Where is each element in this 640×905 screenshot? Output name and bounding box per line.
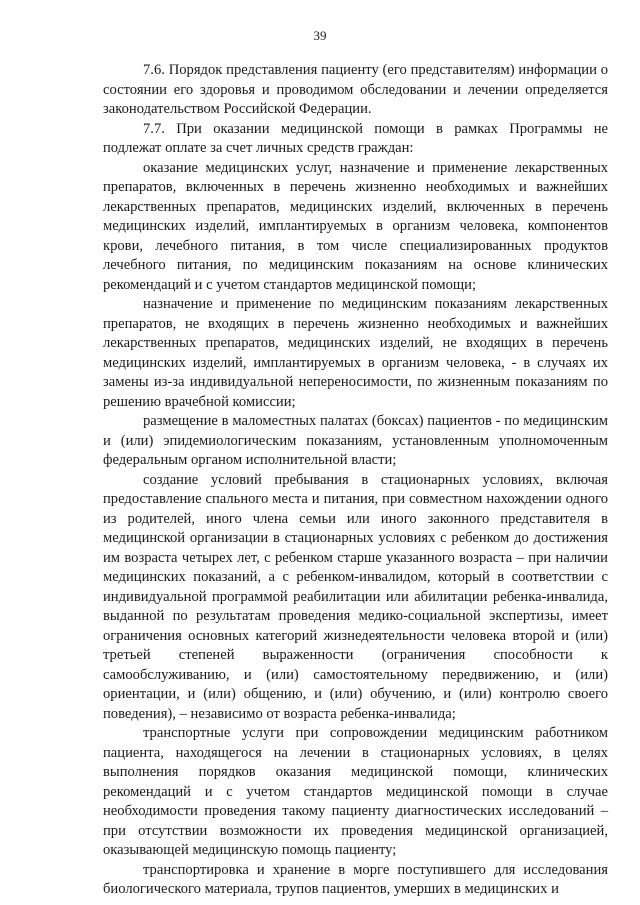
list-item-medical-services: оказание медицинских услуг, назначение и применение лекарственных препаратов, включенных в перечень жизненно необходимых и важнейших лекарственных препаратов, медицинских изделий, включенных в перечень медицинских изделий, имплантируемых в организм человека, компонентов крови, лечебного питания, в том числе специализированных продуктов лечебного питания, по медицинским показаниям на основе клинических рекомендаций и с учетом стандартов медицинской помощи; [103, 159, 608, 293]
page-number: 39 [313, 28, 327, 43]
paragraph-7-7: 7.7. При оказании медицинской помощи в рамках Программы не подлежат оплате за счет личных средств граждан: [103, 120, 608, 156]
list-item-parent-stay: создание условий пребывания в стационарных условиях, включая предоставление спального места и питания, при совместном нахождении одного из родителей, иного члена семьи или иного законного представителя в медицинской организации в стационарных условиях с ребенком до достижения им возраста четырех лет, с ребенком старше указанного возраста – при наличии медицинских показаний, а с ребенком-инвалидом, который в соответствии с индивидуальной программой реабилитации или абилитации ребенка-инвалида, выданной по результатам проведения медико-социальной экспертизы, имеет ограничения основных категорий жизнедеятельности человека второй и (или) третьей степеней выраженности (ограничения способности к самообслуживанию, и (или) самостоятельному передвижению, и (или) ориентации, и (или) общению, и (или) обучению, и (или) контролю своего поведения), – независимо от возраста ребенка-инвалида; [103, 471, 608, 722]
list-item-transport-services: транспортные услуги при сопровождении медицинским работником пациента, находящегося на лечении в стационарных условиях, в целях выполнения порядков оказания медицинской помощи, клинических рекомендаций и с учетом стандартов медицинской помощи в случае необходимости проведения такому пациенту диагностических исследований – при отсутствии возможности их проведения медицинской организацией, оказывающей медицинскую помощь пациенту; [103, 725, 608, 858]
body-text [103, 61, 608, 900]
list-item-morgue-storage: транспортировка и хранение в морге поступившего для исследования биологического материала, трупов пациентов, умерших в медицинских и [103, 861, 608, 897]
list-item-small-wards: размещение в маломестных палатах (боксах) пациентов - по медицинским и (или) эпидемиологическим показаниям, установленным уполномоченным федеральным органом исполнительной власти; [103, 413, 608, 468]
paragraph-7-6: 7.6. Порядок представления пациенту (его представителям) информации о состоянии его здоровья и проводимом обследовании и лечении определяется законодательством Российской Федерации. [103, 62, 608, 117]
list-item-non-list-drugs: назначение и применение по медицинским показаниям лекарственных препаратов, не входящих в перечень жизненно необходимых и важнейших лекарственных препаратов, медицинских изделий, не входящих в перечень медицинских изделий, имплантируемых в организм человека, - в случаях их замены из-за индивидуальной непереносимости, по жизненным показаниям по решению врачебной комиссии; [103, 296, 608, 410]
